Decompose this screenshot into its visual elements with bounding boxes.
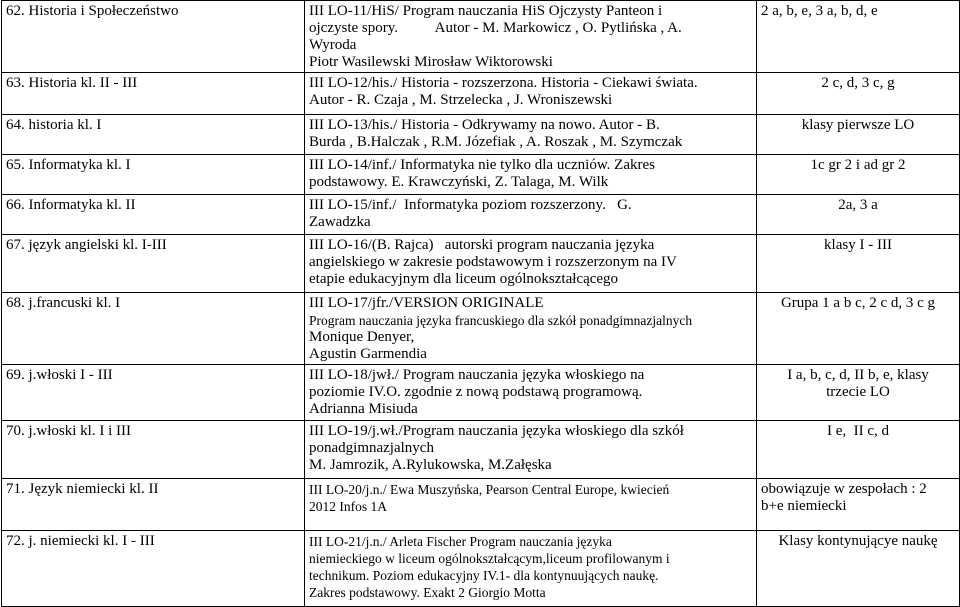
program-cell: III LO-21/j.n./ Arleta Fischer Program nauczania języka niemieckiego w liceum ogólnokształcącym,liceum profilowanym i technikum. Poziom edukacyjny IV.1- dla kontynuujących naukę. Zakres podstawowy. Exakt 2 Giorgio Motta — [305, 531, 757, 607]
classes-cell: Klasy kontynującye naukę — [757, 531, 960, 607]
table-row — [2, 293, 960, 365]
program-cell: III LO-14/inf./ Informatyka nie tylko dla uczniów. Zakres podstawowy. E. Krawczyński, Z. Talaga, M. Wilk — [305, 155, 757, 195]
program-cell: III LO-18/jwł./ Program nauczania języka włoskiego na poziomie IV.O. zgodnie z nową podstawą programową. Adrianna Misiuda — [305, 365, 757, 421]
subject-cell: 64. historia kl. I — [2, 115, 305, 155]
table-row — [2, 73, 960, 115]
subject-cell: 70. j.włoski kl. I i III — [2, 421, 305, 479]
table-row — [2, 1, 960, 73]
subject-cell: 71. Język niemiecki kl. II — [2, 479, 305, 531]
subject-cell: 69. j.włoski I - III — [2, 365, 305, 421]
subject-cell: 66. Informatyka kl. II — [2, 195, 305, 235]
table-row — [2, 365, 960, 421]
program-cell: III LO-20/j.n./ Ewa Muszyńska, Pearson Central Europe, kwiecień 2012 Infos 1A — [305, 479, 757, 531]
program-cell: III LO-19/j.wł./Program nauczania języka włoskiego dla szkół ponadgimnazjalnych M. Jamrozik, A.Rylukowska, M.Załęska — [305, 421, 757, 479]
subject-cell: 63. Historia kl. II - III — [2, 73, 305, 115]
table-row — [2, 115, 960, 155]
classes-cell: 1c gr 2 i ad gr 2 — [757, 155, 960, 195]
program-cell: III LO-15/inf./ Informatyka poziom rozszerzony. G. Zawadzka — [305, 195, 757, 235]
table-row — [2, 421, 960, 479]
subject-cell: 65. Informatyka kl. I — [2, 155, 305, 195]
classes-cell: 2 c, d, 3 c, g — [757, 73, 960, 115]
subject-cell: 68. j.francuski kl. I — [2, 293, 305, 365]
table-row — [2, 479, 960, 531]
subject-cell: 67. język angielski kl. I-III — [2, 235, 305, 293]
program-cell: III LO-13/his./ Historia - Odkrywamy na nowo. Autor - B. Burda , B.Halczak , R.M. Józefiak , A. Roszak , M. Szymczak — [305, 115, 757, 155]
subject-cell: 62. Historia i Społeczeństwo — [2, 1, 305, 73]
subject-cell: 72. j. niemiecki kl. I - III — [2, 531, 305, 607]
program-cell: III LO-12/his./ Historia - rozszerzona. Historia - Ciekawi świata. Autor - R. Czaja , M. Strzelecka , J. Wroniszewski — [305, 73, 757, 115]
program-cell: III LO-11/HiS/ Program nauczania HiS Ojczysty Panteon i ojczyste spory. Autor - M. Markowicz , O. Pytlińska , A. Wyroda Piotr Wasilewski Mirosław Wiktorowski — [305, 1, 757, 73]
classes-cell: I a, b, c, d, II b, e, klasy trzecie LO — [757, 365, 960, 421]
table-row — [2, 531, 960, 607]
classes-cell: klasy pierwsze LO — [757, 115, 960, 155]
table-row — [2, 155, 960, 195]
classes-cell: klasy I - III — [757, 235, 960, 293]
program-cell: III LO-16/(B. Rajca) autorski program nauczania języka angielskiego w zakresie podstawowym i rozszerzonym na IV etapie edukacyjnym dla liceum ogólnokształcącego — [305, 235, 757, 293]
classes-cell: 2a, 3 a — [757, 195, 960, 235]
classes-cell: I e, II c, d — [757, 421, 960, 479]
program-cell: III LO-17/jfr./VERSION ORIGINALE Program nauczania języka francuskiego dla szkół ponadgimnazjalnych Monique Denyer, Agustin Garmendia — [305, 293, 757, 365]
table-row — [2, 195, 960, 235]
classes-cell: Grupa 1 a b c, 2 c d, 3 c g — [757, 293, 960, 365]
classes-cell: obowiązuje w zespołach : 2 b+e niemiecki — [757, 479, 960, 531]
classes-cell: 2 a, b, e, 3 a, b, d, e — [757, 1, 960, 73]
table-row — [2, 235, 960, 293]
programs-table — [1, 0, 960, 607]
